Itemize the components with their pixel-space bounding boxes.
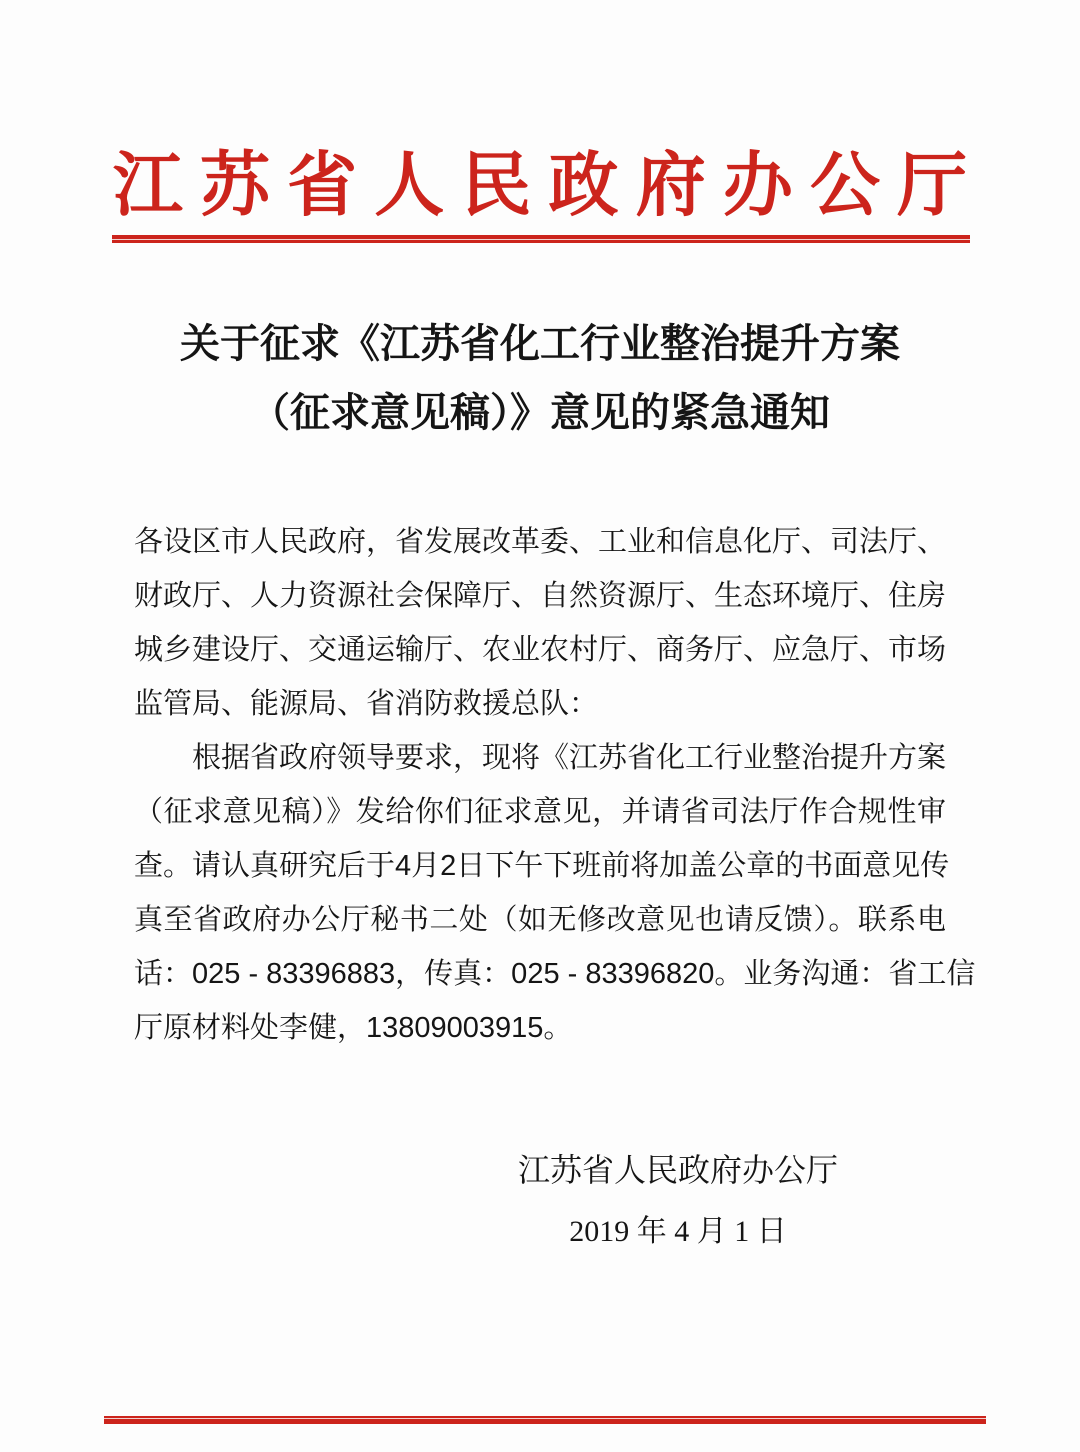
body-line: （征求意见稿）》发给你们征求意见，并请省司法厅作合规性审 (134, 796, 946, 828)
body-line: 财政厅、人力资源社会保障厅、自然资源厅、生态环境厅、住房 (134, 580, 947, 612)
signature-org: 江苏省人民政府办公厅 (517, 1152, 838, 1188)
body-line: 真至省政府办公厅秘书二处（如无修改意见也请反馈）。联系电 (134, 904, 946, 936)
body-line: 各设区市人民政府，省发展改革委、工业和信息化厅、司法厅、 (134, 526, 947, 558)
document-title (0, 310, 1080, 448)
footer-divider-line (104, 1416, 986, 1424)
body-line: 查。请认真研究后于4月2日下午下班前将加盖公章的书面意见传 (134, 850, 950, 882)
title-line-1: 关于征求《江苏省化工行业整治提升方案 (180, 322, 900, 366)
header-divider-line (112, 235, 970, 243)
signature-block (378, 1148, 978, 1252)
signature-date: 2019 年 4 月 1 日 (569, 1215, 787, 1248)
body-line: 话：025 - 83396883，传真：025 - 83396820。业务沟通：省工信 (134, 958, 976, 990)
body-line: 监管局、能源局、省消防救援总队： (134, 688, 599, 720)
body-line: 根据省政府领导要求，现将《江苏省化工行业整治提升方案 (192, 742, 947, 774)
letterhead-org-name: 江苏省人民政府办公厅 (112, 146, 985, 224)
document-body (134, 515, 976, 1055)
title-line-2: （征求意见稿）》意见的紧急通知 (250, 391, 830, 435)
body-line: 城乡建设厅、交通运输厅、农业农村厅、商务厅、应急厅、市场 (134, 634, 947, 666)
body-line: 厅原材料处李健，13809003915。 (134, 1012, 573, 1044)
